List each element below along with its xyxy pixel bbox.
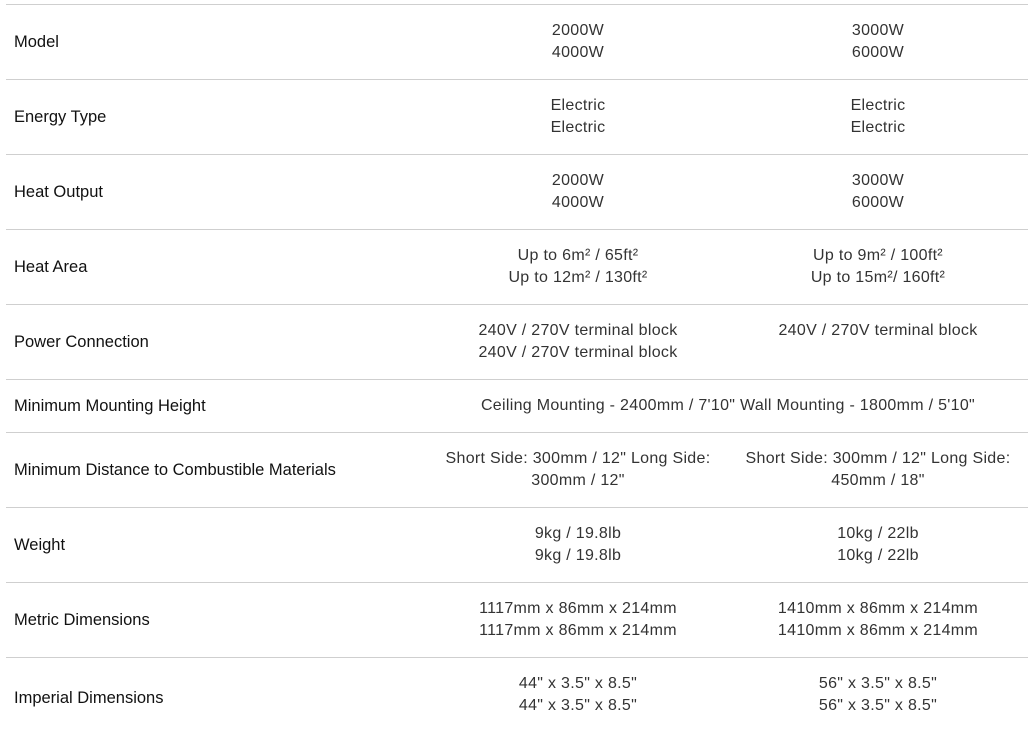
heat-output-1: 2000W 4000W (551, 172, 605, 211)
row-label: Imperial Dimensions (14, 689, 164, 707)
mounting-height-value: Ceiling Mounting - 2400mm / 7'10" Wall Mounting - 1800mm / 5'10" (480, 397, 976, 414)
combustible-distance-1: Short Side: 300mm / 12" Long Side: 300mm / 12" (445, 450, 711, 489)
heat-area-2: Up to 9m² / 100ft² Up to 15m²/ 160ft² (810, 247, 946, 286)
row-label: Power Connection (14, 332, 149, 351)
spec-row-metric-dimensions (6, 583, 1028, 658)
weight-1: 9kg / 19.8lb 9kg / 19.8lb (534, 525, 622, 564)
spec-row-mounting-height (6, 380, 1028, 433)
power-connection-1: 240V / 270V terminal block 240V / 270V terminal block (478, 322, 678, 361)
spec-row-combustible-distance (6, 433, 1028, 508)
energy-type-2: Electric Electric (850, 97, 906, 136)
spec-table (6, 4, 1028, 733)
metric-dimensions-1: 1117mm x 86mm x 214mm 1117mm x 86mm x 214mm (479, 600, 677, 639)
imperial-dimensions-1: 44" x 3.5" x 8.5" 44" x 3.5" x 8.5" (518, 675, 638, 714)
row-label: Minimum Mounting Height (14, 396, 206, 415)
row-label: Minimum Distance to Combustible Materials (14, 460, 336, 479)
heat-area-1: Up to 6m² / 65ft² Up to 12m² / 130ft² (508, 247, 648, 286)
spec-row-weight (6, 508, 1028, 583)
metric-dimensions-2: 1410mm x 86mm x 214mm 1410mm x 86mm x 214mm (777, 600, 979, 639)
row-label: Weight (14, 535, 66, 554)
model-2: 3000W 6000W (851, 22, 905, 61)
spec-row-model (6, 5, 1028, 80)
spec-row-heat-area (6, 230, 1028, 305)
heat-output-2: 3000W 6000W (851, 172, 905, 211)
spec-row-heat-output (6, 155, 1028, 230)
spec-row-imperial-dimensions (6, 658, 1028, 733)
power-connection-2: 240V / 270V terminal block (778, 322, 978, 339)
spec-row-power-connection (6, 305, 1028, 380)
row-label: Model (14, 32, 59, 51)
imperial-dimensions-2: 56" x 3.5" x 8.5" 56" x 3.5" x 8.5" (818, 675, 938, 714)
weight-2: 10kg / 22lb 10kg / 22lb (837, 525, 919, 564)
row-label: Energy Type (14, 107, 107, 126)
energy-type-1: Electric Electric (550, 97, 606, 136)
row-label: Metric Dimensions (14, 610, 150, 629)
row-label: Heat Output (14, 182, 103, 201)
model-1: 2000W 4000W (551, 22, 605, 61)
spec-row-energy-type (6, 80, 1028, 155)
combustible-distance-2: Short Side: 300mm / 12" Long Side: 450mm / 18" (745, 450, 1011, 489)
row-label: Heat Area (14, 257, 88, 276)
